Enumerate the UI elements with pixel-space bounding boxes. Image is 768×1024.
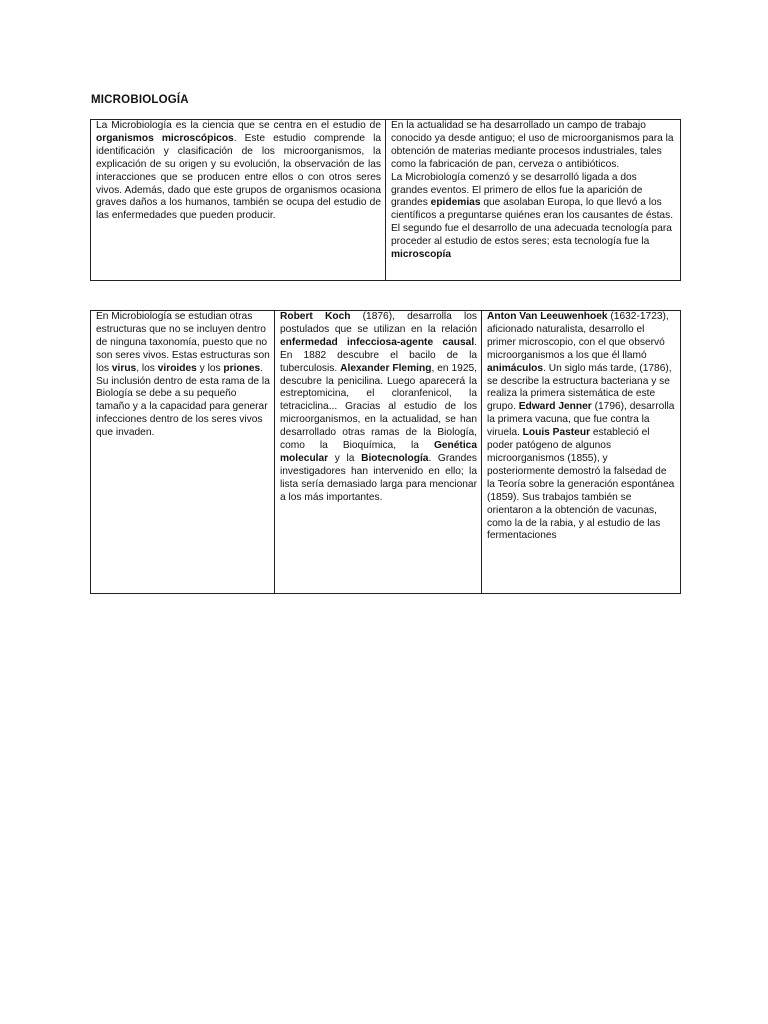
text-run: estableció el poder patógeno de algunos microorganismos (1855), y posteriormente demostró la falsedad de la Teoría sobre la generación espontánea (1859). Sus trabajos también se orientaron a la obtención de vacunas, como la de la rabia, y al estudio de las fermentaciones xyxy=(487,427,675,542)
text-run: . Su inclusión dentro de esta rama de la Biología se debe a su pequeño tamaño y a la capacidad para generar infecciones dentro de los seres vivos que invaden. xyxy=(96,362,270,439)
text-run: y la xyxy=(328,452,362,464)
bold-term: Genética molecular xyxy=(280,440,477,464)
bold-term: Louis Pasteur xyxy=(522,427,591,439)
bold-term: enfermedad infecciosa-agente causal xyxy=(280,336,475,348)
leeuwenhoek-pasteur-paragraph xyxy=(487,311,676,543)
koch-fleming-cell xyxy=(275,311,482,594)
text-run: En la actualidad se ha desarrollado un campo de trabajo conocido ya desde antiguo; el uso de microorganismos para la obtención de materias mediante procesos industriales, tales como la fabricación de pan, cerveza o antibióticos. xyxy=(391,120,674,170)
bold-term: Anton Van Leeuwenhoek xyxy=(487,311,608,322)
bold-term: microscopía xyxy=(391,249,452,261)
bold-term: Edward Jenner xyxy=(518,401,592,413)
details-table xyxy=(90,310,681,594)
text-run: y los xyxy=(196,362,224,374)
text-run: (1796), desarrolla la primera vacuna, que fue contra la viruela. xyxy=(487,401,675,439)
origins-paragraph xyxy=(391,172,676,262)
bold-term: animáculos xyxy=(487,362,544,374)
definition-paragraph xyxy=(96,120,381,223)
text-run: La Microbiología es la ciencia que se centra en el estudio de xyxy=(96,120,381,131)
page-title: MICROBIOLOGÍA xyxy=(91,94,189,106)
bold-term: viroides xyxy=(157,362,197,374)
bold-term: Robert Koch xyxy=(280,311,351,322)
text-run: En Microbiología se estudian otras estructuras que no se incluyen dentro de ninguna taxonomía, puesto que no son seres vivos. Estas estructuras son los xyxy=(96,311,270,374)
bold-term: virus xyxy=(111,362,137,374)
text-run: que asolaban Europa, lo que llevó a los científicos a preguntarse quiénes eran los causantes de éstas. El segundo fue el desarrollo de una adecuada tecnología para proceder al estudio de estos seres; esta tecnología fue la xyxy=(391,197,674,248)
text-run: , los xyxy=(136,362,158,374)
text-run: . En 1882 descubre el bacilo de la tuberculosis. xyxy=(280,336,477,374)
text-run: La Microbiología comenzó y se desarrolló ligada a dos grandes eventos. El primero de ellos fue la aparición de grandes xyxy=(391,171,643,209)
structures-paragraph xyxy=(96,311,270,440)
text-run: (1632-1723), aficionado naturalista, desarrollo el primer microscopio, con el que observó microorganismos a los que él llamó xyxy=(487,311,669,361)
text-run: (1876), desarrolla los postulados que se utilizan en la relación xyxy=(280,311,478,335)
structures-cell xyxy=(91,311,275,594)
bold-term: organismos microscópicos xyxy=(96,132,234,144)
definition-cell xyxy=(91,120,386,281)
bold-term: Alexander Fleming xyxy=(340,362,432,374)
text-run: . Grandes investigadores han intervenido en ello; la lista sería demasiado larga para mencionar a los más importantes. xyxy=(280,452,477,503)
industrial-use-paragraph xyxy=(391,120,676,172)
bold-term: priones xyxy=(223,362,261,374)
text-run: . Un siglo más tarde, (1786), se describe la estructura bacteriana y se realiza la primera sistemática de este grupo. xyxy=(487,362,672,413)
intro-table xyxy=(90,119,681,281)
history-cell xyxy=(386,120,681,281)
leeuwenhoek-pasteur-cell xyxy=(482,311,681,594)
text-run: , en 1925, descubre la penicilina. Luego aparecerá la estreptomicina, el cloranfenicol, la tetraciclina... Gracias al estudio de los microorganismos, en la actualidad, se han desarrollado otras ramas de la Biología, como la Bioquímica, la xyxy=(280,362,477,452)
bold-term: epidemias xyxy=(430,197,481,209)
bold-term: Biotecnología xyxy=(361,452,429,464)
text-run: . Este estudio comprende la identificación y clasificación de los microorganismos, la explicación de su origen y su evolución, la observación de las interacciones que se producen entre ellos o con otros seres vivos. Además, dado que este grupos de organismos ocasiona graves daños a los humanos, también se ocupa del estudio de las enfermedades que pueden producir. xyxy=(96,132,381,222)
koch-fleming-paragraph xyxy=(280,311,477,505)
